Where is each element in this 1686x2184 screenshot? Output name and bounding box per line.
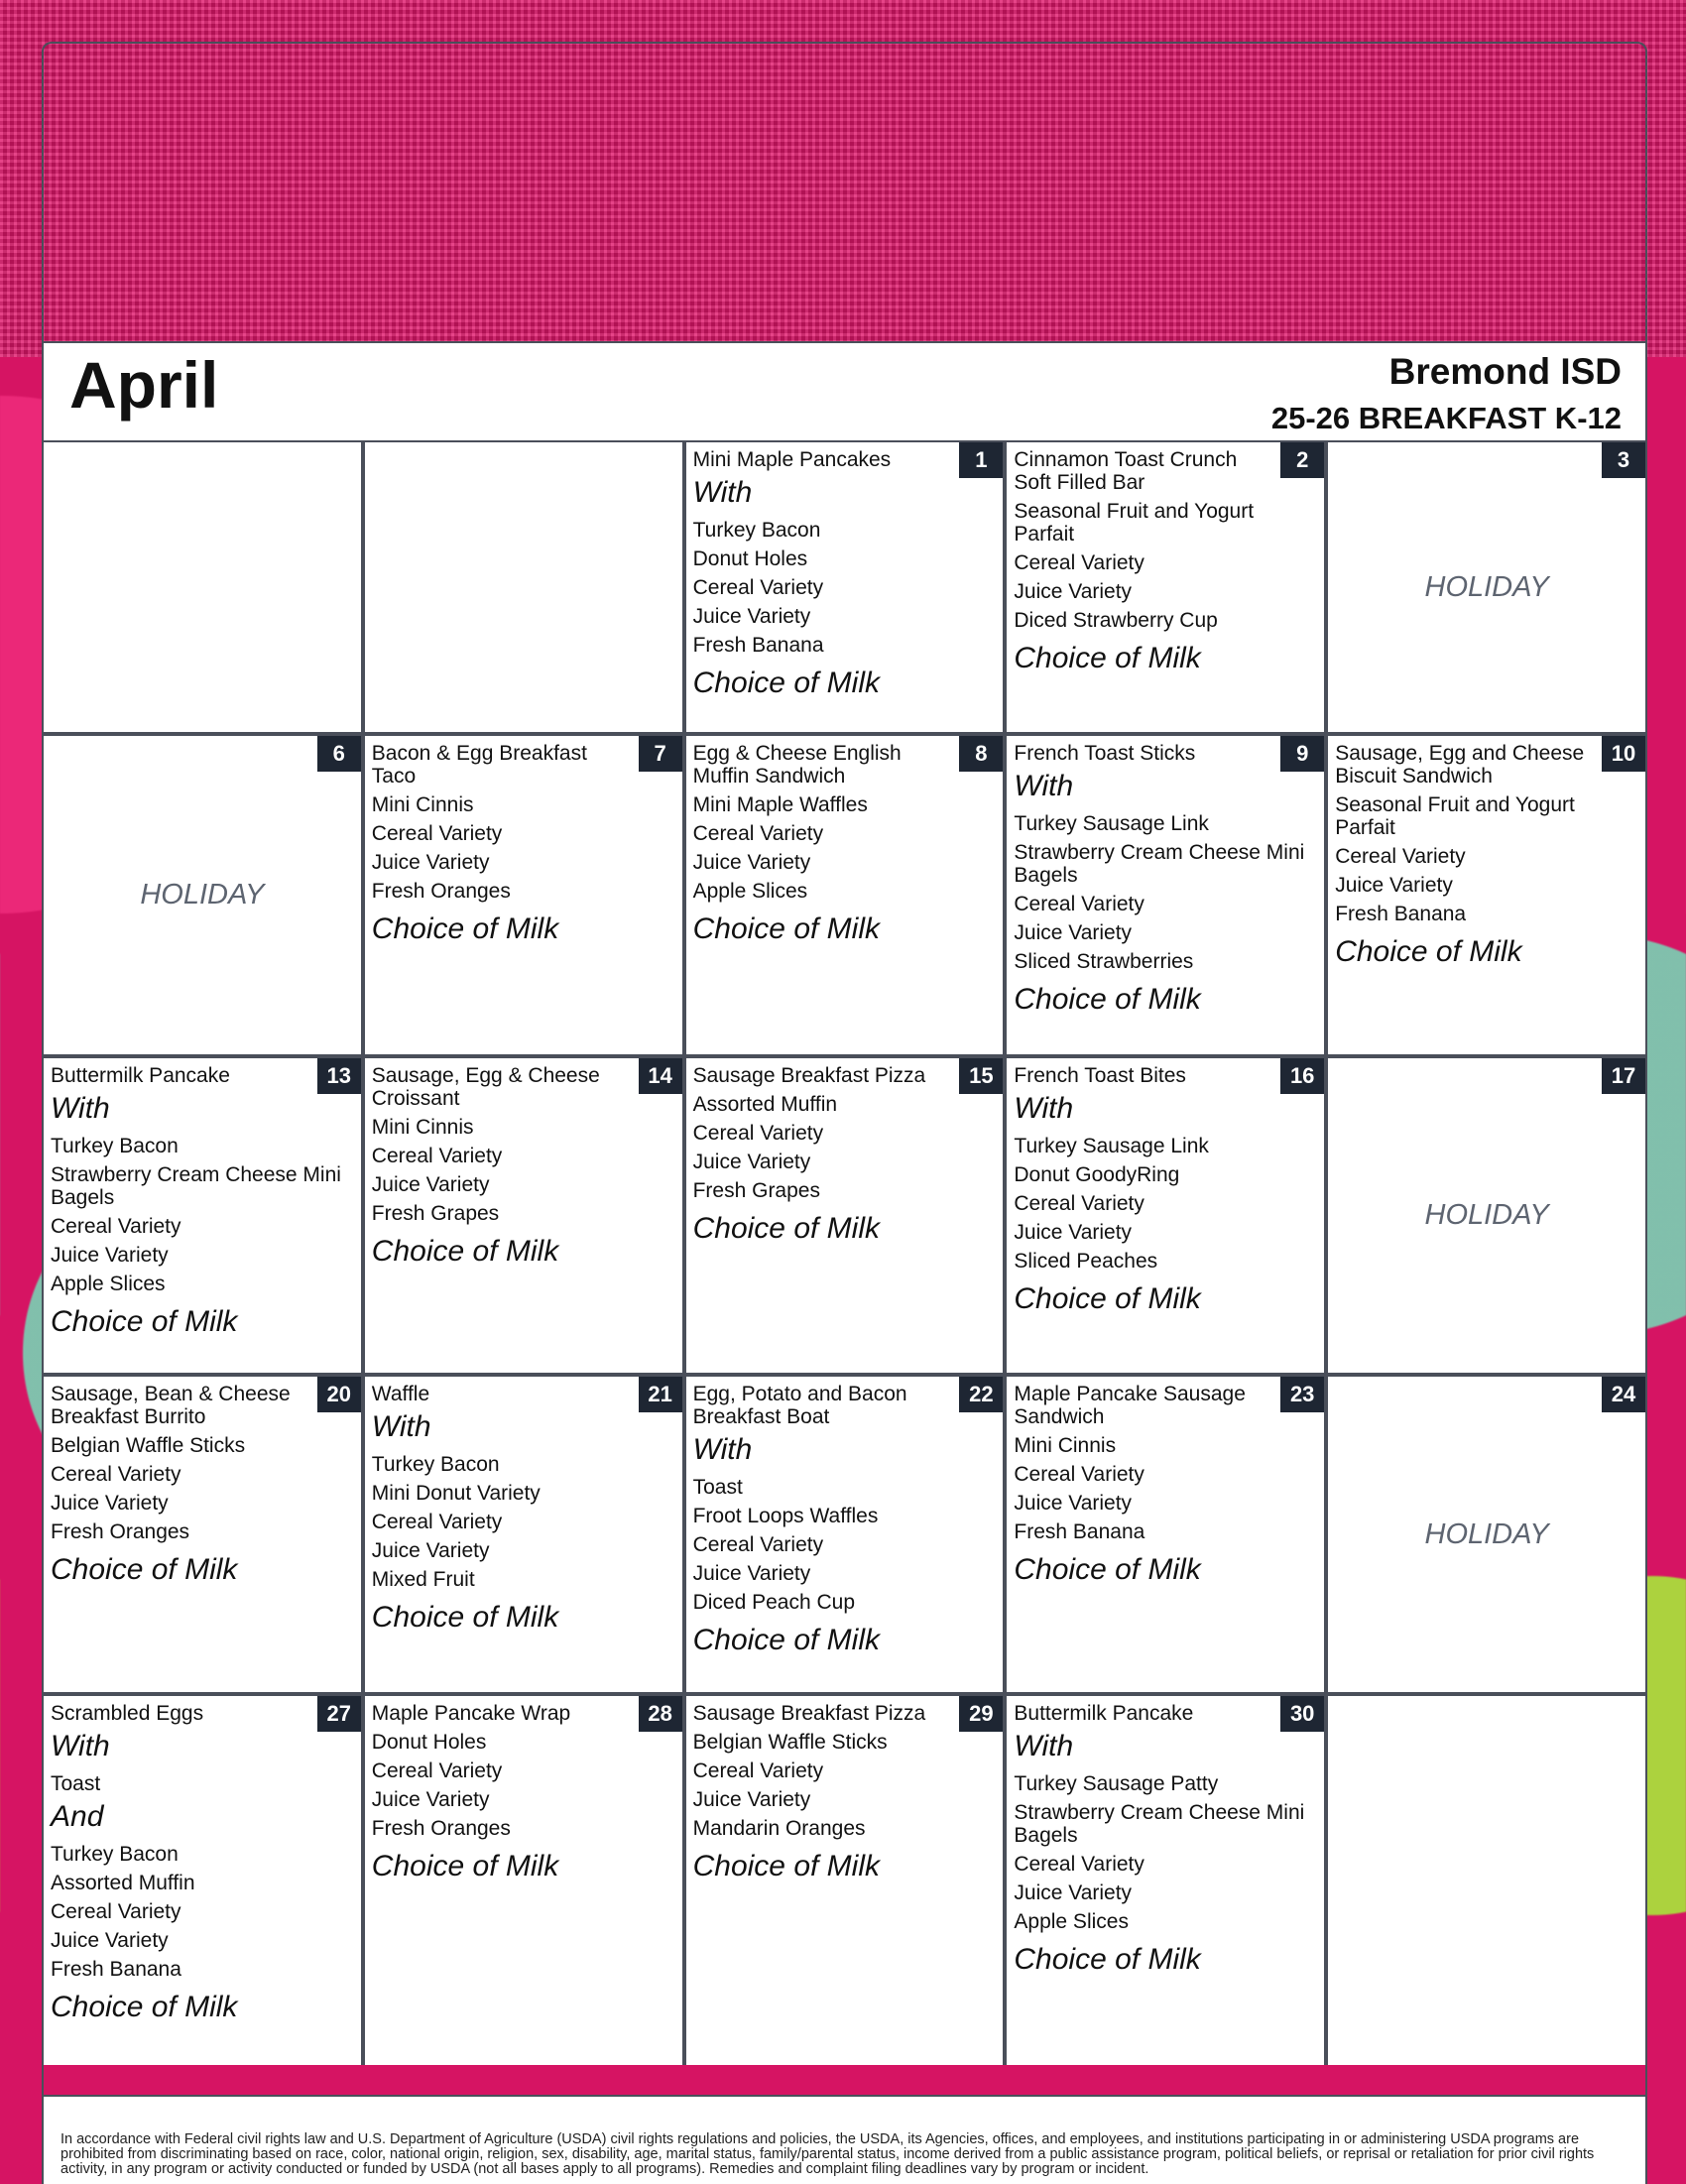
- day-number: 1: [959, 442, 1003, 478]
- choice-of-milk: Choice of Milk: [371, 1601, 559, 1634]
- choice-of-milk: Choice of Milk: [371, 912, 559, 945]
- menu-item: Turkey Bacon: [51, 1843, 179, 1866]
- menu-item: French Toast Bites: [1014, 1064, 1186, 1087]
- menu-item: Seasonal Fruit and Yogurt Parfait: [1014, 500, 1255, 546]
- menu-item: Turkey Bacon: [371, 1453, 500, 1476]
- menu-item: Cereal Variety: [51, 1463, 181, 1486]
- calendar-cell-day-1: [686, 442, 1004, 732]
- day-number: 17: [1602, 1058, 1645, 1094]
- menu-item-list: [365, 1058, 682, 1269]
- menu-item: Cereal Variety: [1014, 1853, 1144, 1876]
- menu-item: Fresh Banana: [1014, 1520, 1145, 1543]
- menu-item: Fresh Banana: [692, 634, 824, 657]
- menu-item: Diced Strawberry Cup: [1014, 609, 1218, 632]
- menu-item: Juice Variety: [1014, 1221, 1133, 1244]
- day-number: 28: [639, 1696, 682, 1732]
- choice-of-milk: Choice of Milk: [692, 667, 880, 699]
- menu-item: Scrambled Eggs: [51, 1702, 204, 1725]
- connector-word: And: [51, 1800, 104, 1833]
- choice-of-milk: Choice of Milk: [51, 1305, 238, 1338]
- choice-of-milk: Choice of Milk: [371, 1235, 559, 1268]
- menu-item: French Toast Sticks: [1014, 742, 1196, 765]
- menu-item: Juice Variety: [1335, 874, 1453, 897]
- calendar-cell-day-22: [686, 1377, 1004, 1692]
- menu-item: Juice Variety: [371, 1539, 490, 1562]
- menu-item: Toast: [51, 1772, 101, 1795]
- menu-item: Donut Holes: [692, 547, 808, 570]
- menu-item: Apple Slices: [51, 1273, 166, 1295]
- menu-item: Mini Donut Variety: [371, 1482, 541, 1505]
- calendar-cell-day-24: [1328, 1377, 1645, 1692]
- menu-item: Cereal Variety: [1014, 1463, 1144, 1486]
- day-number: 6: [317, 736, 361, 772]
- menu-item: Mini Cinnis: [371, 1116, 474, 1139]
- holiday-label: HOLIDAY: [1424, 1199, 1549, 1231]
- menu-item: Fresh Oranges: [51, 1520, 190, 1543]
- menu-item: Sausage Breakfast Pizza: [692, 1702, 926, 1725]
- menu-item: Juice Variety: [692, 1788, 811, 1811]
- day-number: 22: [959, 1377, 1003, 1412]
- calendar-cell-day-23: [1007, 1377, 1324, 1692]
- menu-item: Cereal Variety: [692, 1533, 824, 1556]
- choice-of-milk: Choice of Milk: [692, 1850, 880, 1882]
- menu-item: Fresh Oranges: [371, 1817, 511, 1840]
- menu-item: Juice Variety: [1014, 580, 1133, 603]
- menu-item: Cereal Variety: [51, 1215, 181, 1238]
- menu-item: Cereal Variety: [692, 1759, 824, 1782]
- district-name: Bremond ISD: [1388, 351, 1622, 392]
- menu-item: Cereal Variety: [692, 822, 824, 845]
- menu-item: Cereal Variety: [371, 822, 503, 845]
- menu-item: Mini Cinnis: [371, 793, 474, 816]
- menu-item: Turkey Sausage Link: [1014, 812, 1209, 835]
- menu-item: Juice Variety: [371, 851, 490, 874]
- calendar-cell-day-9: [1007, 736, 1324, 1054]
- menu-item: Diced Peach Cup: [692, 1591, 856, 1614]
- day-number: 2: [1280, 442, 1324, 478]
- menu-item: Mandarin Oranges: [692, 1817, 866, 1840]
- menu-item-list: [686, 1058, 1004, 1246]
- menu-item: Cereal Variety: [1014, 551, 1144, 574]
- menu-item-list: [44, 1377, 361, 1587]
- menu-item: Juice Variety: [692, 605, 811, 628]
- choice-of-milk: Choice of Milk: [1014, 1282, 1201, 1315]
- menu-item: Cinnamon Toast Crunch Soft Filled Bar: [1014, 448, 1238, 494]
- day-number: 10: [1602, 736, 1645, 772]
- menu-item: Turkey Sausage Link: [1014, 1135, 1209, 1157]
- menu-item: Buttermilk Pancake: [1014, 1702, 1194, 1725]
- day-number: 15: [959, 1058, 1003, 1094]
- menu-item-list: [44, 1696, 361, 2024]
- calendar-cell-day-3: [1328, 442, 1645, 732]
- menu-item: Fresh Banana: [1335, 903, 1467, 925]
- menu-item: Cereal Variety: [51, 1900, 181, 1923]
- menu-item: Toast: [692, 1476, 743, 1499]
- calendar-cell-day-17: [1328, 1058, 1645, 1373]
- menu-item-list: [365, 1377, 682, 1635]
- menu-item: Assorted Muffin: [51, 1872, 195, 1894]
- menu-item: Fresh Grapes: [371, 1202, 500, 1225]
- menu-item: Sliced Strawberries: [1014, 950, 1194, 973]
- calendar-cell-empty: [1328, 1696, 1645, 2065]
- day-number: 9: [1280, 736, 1324, 772]
- choice-of-milk: Choice of Milk: [692, 912, 880, 945]
- menu-item-list: [686, 442, 1004, 700]
- menu-item: Juice Variety: [692, 1151, 811, 1173]
- menu-item: Seasonal Fruit and Yogurt Parfait: [1335, 793, 1575, 839]
- calendar-header: [44, 341, 1645, 442]
- calendar-cell-day-14: [365, 1058, 682, 1373]
- calendar-cell-day-7: [365, 736, 682, 1054]
- menu-item: Maple Pancake Wrap: [371, 1702, 571, 1725]
- menu-item: Juice Variety: [51, 1492, 169, 1515]
- menu-item: Cereal Variety: [371, 1759, 503, 1782]
- menu-item: Belgian Waffle Sticks: [692, 1731, 888, 1754]
- day-number: 14: [639, 1058, 682, 1094]
- decorative-photo-area: [44, 44, 1645, 341]
- connector-word: With: [692, 476, 753, 509]
- menu-item: Juice Variety: [1014, 1492, 1133, 1515]
- menu-item: Buttermilk Pancake: [51, 1064, 230, 1087]
- menu-item: Mini Maple Pancakes: [692, 448, 892, 471]
- menu-item: Cereal Variety: [692, 576, 824, 599]
- month-title: April: [69, 348, 219, 422]
- menu-item: Cereal Variety: [1014, 1192, 1144, 1215]
- menu-item-list: [365, 736, 682, 946]
- menu-item: Sausage, Egg and Cheese Biscuit Sandwich: [1335, 742, 1585, 788]
- menu-item-list: [1328, 736, 1645, 969]
- menu-item: Cereal Variety: [1335, 845, 1466, 868]
- calendar-cell-day-13: [44, 1058, 361, 1373]
- menu-item: Juice Variety: [371, 1788, 490, 1811]
- choice-of-milk: Choice of Milk: [51, 1991, 238, 2023]
- menu-item: Juice Variety: [692, 1562, 811, 1585]
- menu-item: Strawberry Cream Cheese Mini Bagels: [1014, 841, 1305, 887]
- calendar-cell-day-20: [44, 1377, 361, 1692]
- choice-of-milk: Choice of Milk: [1014, 1553, 1201, 1586]
- menu-item: Fresh Banana: [51, 1958, 181, 1981]
- menu-item: Fresh Oranges: [371, 880, 511, 903]
- menu-item: Sliced Peaches: [1014, 1250, 1158, 1273]
- day-number: 29: [959, 1696, 1003, 1732]
- menu-item: Strawberry Cream Cheese Mini Bagels: [51, 1163, 341, 1209]
- footer: [44, 2095, 1645, 2184]
- menu-item: Apple Slices: [692, 880, 808, 903]
- menu-item-list: [44, 1058, 361, 1339]
- menu-item-list: [1007, 1058, 1324, 1316]
- choice-of-milk: Choice of Milk: [371, 1850, 559, 1882]
- calendar-grid: [44, 442, 1645, 2065]
- menu-item: Cereal Variety: [692, 1122, 824, 1145]
- connector-word: With: [371, 1410, 431, 1443]
- menu-item: Maple Pancake Sausage Sandwich: [1014, 1383, 1246, 1428]
- menu-item: Mini Maple Waffles: [692, 793, 868, 816]
- day-number: 13: [317, 1058, 361, 1094]
- menu-item: Waffle: [371, 1383, 430, 1405]
- menu-item: Cereal Variety: [1014, 893, 1144, 915]
- day-number: 23: [1280, 1377, 1324, 1412]
- day-number: 16: [1280, 1058, 1324, 1094]
- menu-item-list: [686, 736, 1004, 946]
- connector-word: With: [1014, 1092, 1074, 1125]
- choice-of-milk: Choice of Milk: [1335, 935, 1522, 968]
- calendar-cell-day-2: [1007, 442, 1324, 732]
- calendar-cell-day-10: [1328, 736, 1645, 1054]
- menu-item: Sausage, Egg & Cheese Croissant: [371, 1064, 600, 1110]
- calendar-cell-day-15: [686, 1058, 1004, 1373]
- menu-item: Belgian Waffle Sticks: [51, 1434, 246, 1457]
- menu-item: Turkey Bacon: [692, 519, 821, 542]
- menu-item: Egg, Potato and Bacon Breakfast Boat: [692, 1383, 907, 1428]
- holiday-label: HOLIDAY: [140, 879, 265, 910]
- calendar-cell-day-21: [365, 1377, 682, 1692]
- menu-title: 25-26 BREAKFAST K-12: [1270, 401, 1622, 435]
- connector-word: With: [692, 1433, 753, 1466]
- menu-item-list: [1007, 1696, 1324, 1977]
- menu-item: Juice Variety: [51, 1929, 169, 1952]
- calendar-cell-empty: [365, 442, 682, 732]
- menu-item: Strawberry Cream Cheese Mini Bagels: [1014, 1801, 1305, 1847]
- day-number: 7: [639, 736, 682, 772]
- menu-item-list: [1007, 736, 1324, 1017]
- menu-item: Egg & Cheese English Muffin Sandwich: [692, 742, 902, 788]
- calendar-cell-day-16: [1007, 1058, 1324, 1373]
- calendar-cell-day-6: [44, 736, 361, 1054]
- calendar-cell-day-28: [365, 1696, 682, 2065]
- holiday-label: HOLIDAY: [1424, 570, 1549, 603]
- menu-calendar-sheet: [42, 42, 1647, 2184]
- menu-item: Sausage Breakfast Pizza: [692, 1064, 926, 1087]
- menu-item: Cereal Variety: [371, 1145, 503, 1167]
- menu-item: Cereal Variety: [371, 1511, 503, 1533]
- menu-item: Juice Variety: [1014, 1881, 1133, 1904]
- day-number: 20: [317, 1377, 361, 1412]
- choice-of-milk: Choice of Milk: [1014, 1943, 1201, 1976]
- connector-word: With: [51, 1730, 110, 1762]
- menu-item: Bacon & Egg Breakfast Taco: [371, 742, 587, 788]
- connector-word: With: [51, 1092, 110, 1125]
- menu-item-list: [686, 1377, 1004, 1657]
- day-number: 24: [1602, 1377, 1645, 1412]
- menu-item-list: [1007, 442, 1324, 675]
- menu-item: Mini Cinnis: [1014, 1434, 1117, 1457]
- menu-item-list: [1007, 1377, 1324, 1587]
- day-number: 21: [639, 1377, 682, 1412]
- menu-item-list: [365, 1696, 682, 1883]
- menu-item: Froot Loops Waffles: [692, 1505, 879, 1527]
- choice-of-milk: Choice of Milk: [1014, 983, 1201, 1016]
- day-number: 30: [1280, 1696, 1324, 1732]
- menu-item: Juice Variety: [51, 1244, 169, 1267]
- day-number: 8: [959, 736, 1003, 772]
- choice-of-milk: Choice of Milk: [51, 1553, 238, 1586]
- menu-item: Mixed Fruit: [371, 1568, 475, 1591]
- holiday-label: HOLIDAY: [1424, 1517, 1549, 1550]
- choice-of-milk: Choice of Milk: [1014, 642, 1201, 674]
- menu-item: Turkey Bacon: [51, 1135, 179, 1157]
- menu-item: Sausage, Bean & Cheese Breakfast Burrito: [51, 1383, 291, 1428]
- calendar-cell-day-30: [1007, 1696, 1324, 2065]
- connector-word: With: [1014, 770, 1074, 802]
- calendar-cell-empty: [44, 442, 361, 732]
- choice-of-milk: Choice of Milk: [692, 1624, 880, 1656]
- menu-item: Donut GoodyRing: [1014, 1163, 1180, 1186]
- calendar-cell-day-8: [686, 736, 1004, 1054]
- day-number: 3: [1602, 442, 1645, 478]
- menu-item: Fresh Grapes: [692, 1179, 820, 1202]
- choice-of-milk: Choice of Milk: [692, 1212, 880, 1245]
- menu-item: Juice Variety: [692, 851, 811, 874]
- menu-item: Juice Variety: [1014, 921, 1133, 944]
- calendar-cell-day-27: [44, 1696, 361, 2065]
- calendar-cell-day-29: [686, 1696, 1004, 2065]
- menu-item: Donut Holes: [371, 1731, 487, 1754]
- menu-item: Assorted Muffin: [692, 1093, 838, 1116]
- menu-item-list: [686, 1696, 1004, 1883]
- menu-item: Apple Slices: [1014, 1910, 1129, 1933]
- day-number: 27: [317, 1696, 361, 1732]
- menu-item: Juice Variety: [371, 1173, 490, 1196]
- usda-disclaimer: In accordance with Federal civil rights law and U.S. Department of Agriculture (USDA) civil rights regulations and policies, the USDA, its Agencies, offices, and employees, and institutions participating in or administering USDA programs are prohibited from discriminating based on race, color, national origin, religion, sex, disability, age, marital status, family/parental status, income derived from a public assistance program, political beliefs, or reprisal or retaliation for prior civil rights activity, in any program or activity conducted or funded by USDA (not all bases apply to all programs). Remedies and complaint filing deadlines vary by program or incident.: [60, 2131, 1595, 2177]
- menu-item: Turkey Sausage Patty: [1014, 1772, 1219, 1795]
- connector-word: With: [1014, 1730, 1074, 1762]
